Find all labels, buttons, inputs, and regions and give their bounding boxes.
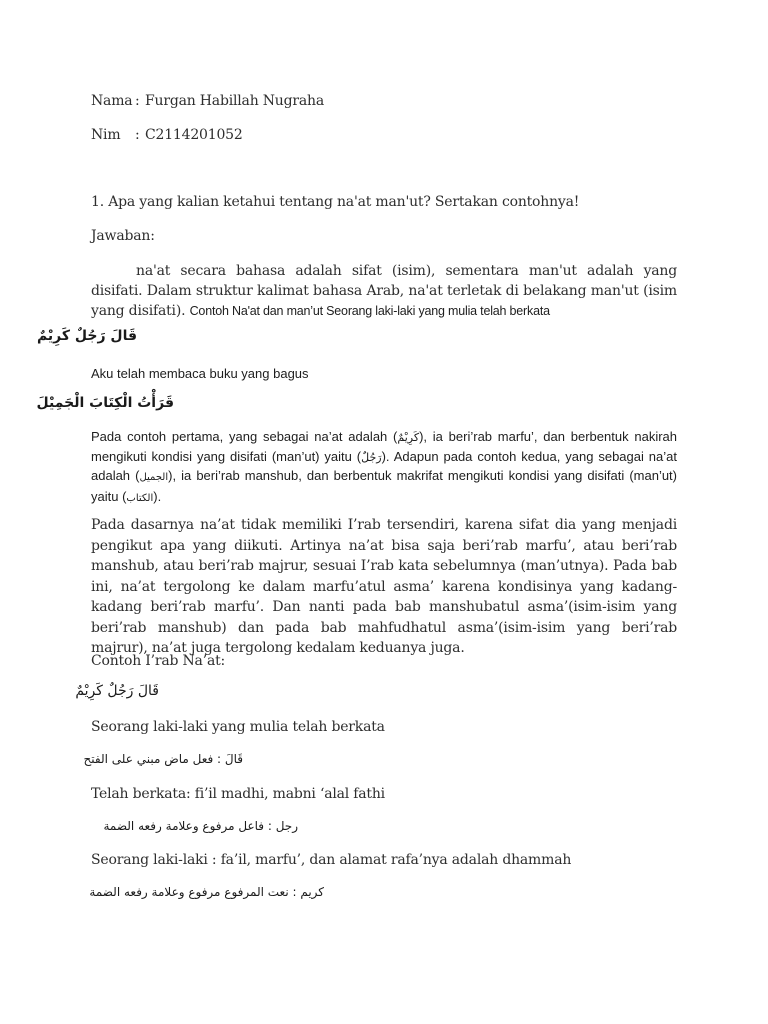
name-value: Furgan Habillah Nugraha xyxy=(145,93,324,109)
arabic-example-2: قَرَأْتُ الْكِتَابَ الْجَمِيْلَ xyxy=(36,395,174,411)
irab-line-1-latin: Telah berkata: fi’il madhi, mabni ‘alal fathi xyxy=(91,786,385,802)
arabic-example-3: قَالَ رَجُلٌ كَرِيْمٌ xyxy=(75,683,159,699)
translation-2: Aku telah membaca buku yang bagus xyxy=(91,366,309,381)
arabic-word-karim: كَرِيْمٌ xyxy=(397,431,420,444)
arabic-word-jamil: الجميل xyxy=(139,472,169,483)
arabic-example-1: قَالَ رَجُلٌ كَرِيْمٌ xyxy=(36,328,137,344)
nim-value: C2114201052 xyxy=(145,127,243,143)
explanation-part-4: ), ia beri’rab manshub, dan berbentuk makrifat mengikuti kondisi yang disifati (man’ut) yaitu ( xyxy=(91,468,678,504)
name-label: Nama xyxy=(91,93,133,109)
irab-paragraph: Pada dasarnya na’at tidak memiliki I’rab tersendiri, karena sifat dia yang menjadi pengikut apa yang diikuti. Artinya na’at bisa saja beri’rab marfu’, atau beri’rab manshub, atau beri’rab majrur, sesuai I’rab kata sebelumnya (man’utnya). Pada bab ini, na’at tergolong ke dalam marfu’atul asma’ karena kondisinya yang kadang-kadang beri’rab marfu’. Dan nanti pada bab manshubatul asma’(isim-isim yang beri’rab manshub) dan pada bab mahfudhatul asma’(isim-isim yang beri’rab majrur), na’at juga tergolong kedalam keduanya juga. xyxy=(91,517,677,656)
irab-line-2-latin: Seorang laki-laki : fa’il, marfu’, dan alamat rafa’nya adalah dhammah xyxy=(91,852,572,868)
irab-line-2-arabic: رجل : فاعل مرفوع وعلامة رفعه الضمة xyxy=(103,819,298,833)
nim-colon: : xyxy=(135,127,140,143)
irab-line-3-arabic: كريم : نعت المرفوع مرفوع وعلامة رفعه الضمة xyxy=(89,885,324,899)
irab-line-1-arabic: قَالَ : فعل ماض مبني على الفتح xyxy=(83,752,243,766)
explanation-part-1: Pada contoh pertama, yang sebagai na’at adalah ( xyxy=(91,429,398,444)
question-text: 1. Apa yang kalian ketahui tentang na'at man'ut? Sertakan contohnya! xyxy=(91,194,580,210)
name-line xyxy=(91,93,324,109)
explanation-paragraph xyxy=(91,428,677,508)
intro-example-lead: Contoh Na'at dan man’ut Seorang laki-laki yang mulia telah berkata xyxy=(189,304,550,318)
nim-label: Nim xyxy=(91,127,121,143)
intro-text: na'at secara bahasa adalah sifat (isim), sementara man'ut adalah yang disifati. Dalam struktur kalimat bahasa Arab, na'at terletak di belakang man'ut (isim yang disifati). xyxy=(91,263,677,319)
irab-title: Contoh I’rab Na’at: xyxy=(91,653,226,669)
explanation-part-2: ), ia beri’rab marfu’, dan berbentuk nakirah mengikuti kondisi yang disifati (man’ut) yaitu ( xyxy=(91,429,677,464)
explanation-part-5: ). xyxy=(153,488,162,504)
irab-translation: Seorang laki-laki yang mulia telah berkata xyxy=(91,719,385,735)
arabic-word-kitab: الكتاب xyxy=(126,492,154,504)
answer-label: Jawaban: xyxy=(91,228,155,244)
arabic-word-rajul: رَجُلٌ xyxy=(361,450,382,464)
nim-line xyxy=(91,127,243,143)
name-colon: : xyxy=(135,93,140,109)
intro-paragraph xyxy=(91,261,677,321)
explanation-part-3: ). Adapun pada contoh kedua, yang sebagai na’at adalah ( xyxy=(91,448,677,483)
